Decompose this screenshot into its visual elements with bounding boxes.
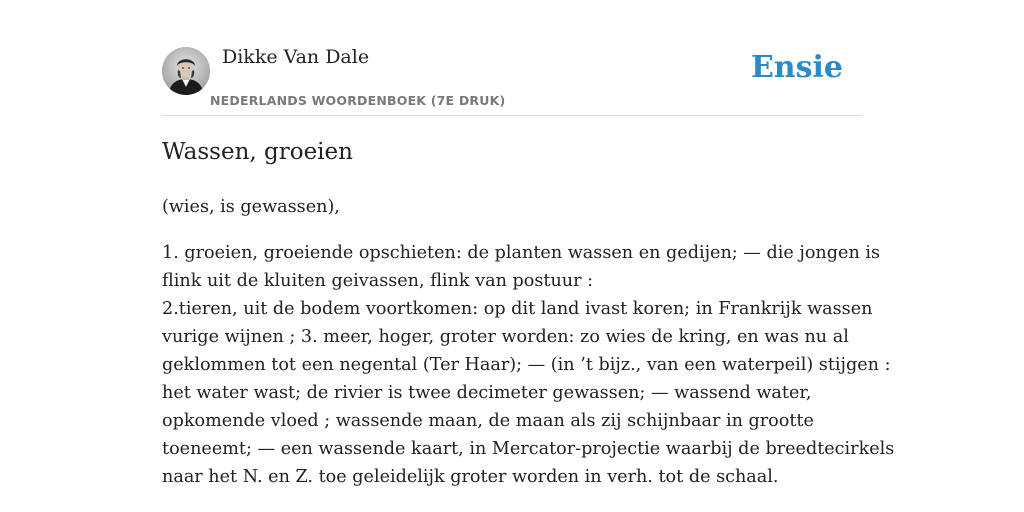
definition-line: opkomende vloed ; wassende maan, de maan als zij schijnbaar in grootte — [162, 411, 814, 431]
entry-card — [162, 0, 895, 512]
author-name[interactable]: Dikke Van Dale — [222, 46, 370, 68]
entry-definition — [162, 239, 895, 491]
definition-line: 1. groeien, groeiende opschieten: de planten wassen en gedijen; — die jongen is — [162, 243, 881, 263]
definition-line: geklommen tot een negental (Ter Haar); — (in ’t bijz., van een waterpeil) stijgen : — [162, 355, 891, 375]
person-portrait-icon — [162, 47, 210, 95]
entry-title: Wassen, groeien — [162, 139, 353, 165]
definition-line: flink uit de kluiten geivassen, flink van postuur : — [162, 271, 594, 291]
entry-intro: (wies, is gewassen), — [162, 197, 340, 217]
source-label: NEDERLANDS WOORDENBOEK (7E DRUK) — [210, 93, 506, 108]
definition-line: toeneemt; — een wassende kaart, in Mercator-projectie waarbij de breedtecirkels — [162, 439, 895, 459]
brand-logo[interactable]: Ensie — [750, 50, 843, 85]
definition-line: het water wast; de rivier is twee decimeter gewassen; — wassend water, — [162, 383, 812, 403]
definition-line: 2.tieren, uit de bodem voortkomen: op dit land ivast koren; in Frankrijk wassen — [162, 299, 873, 319]
author-avatar[interactable] — [162, 47, 210, 95]
entry-header — [162, 44, 862, 116]
definition-line: naar het N. en Z. toe geleidelijk groter worden in verh. tot de schaal. — [162, 467, 779, 487]
definition-line: vurige wijnen ; 3. meer, hoger, groter worden: zo wies de kring, en was nu al — [162, 327, 849, 347]
